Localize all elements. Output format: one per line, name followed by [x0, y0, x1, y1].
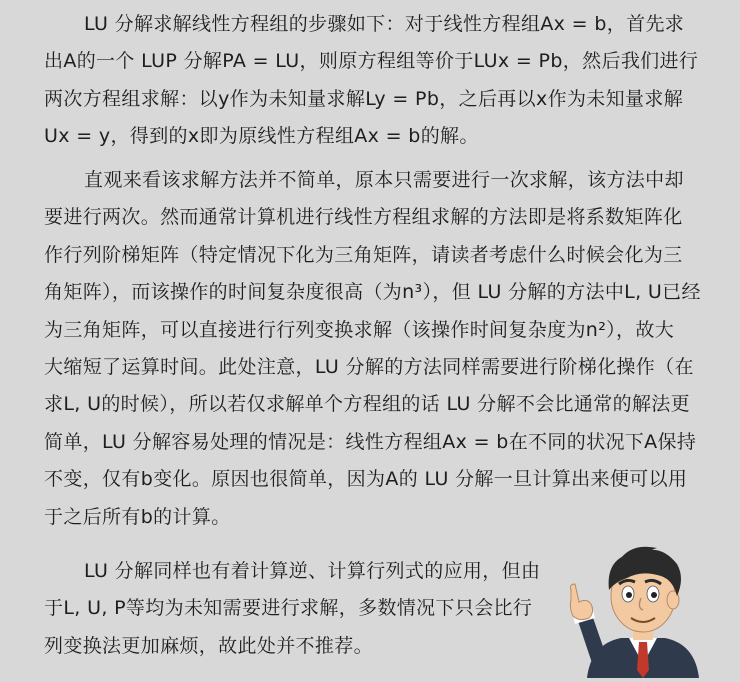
- text-line: 为三角矩阵，可以直接进行行列变换求解（该操作时间复杂度为n²），故大: [44, 318, 675, 341]
- paragraph-lu-steps: [44, 6, 698, 156]
- text-line: 作行列阶梯矩阵（特定情况下化为三角矩阵，请读者考虑什么时候会化为三: [44, 243, 683, 266]
- text-line: 列变换法更加麻烦，故此处并不推荐。: [44, 634, 373, 657]
- text-line: 于L, U, P等均为未知需要进行求解，多数情况下只会比行: [44, 597, 533, 620]
- paragraph-complexity: [44, 162, 701, 536]
- text-line: 角矩阵），而该操作的时间复杂度很高（为n³），但 LU 分解的方法中L, U已经: [44, 281, 701, 304]
- text-line: 不变，仅有b变化。原因也很简单，因为A的 LU 分解一旦计算出来便可以用: [44, 468, 688, 491]
- text-line: 出A的一个 LUP 分解PA = LU，则原方程组等价于LUx = Pb，然后我们进行: [44, 50, 699, 73]
- text-line: 直观来看该求解方法并不简单，原本只需要进行一次求解，该方法中却: [84, 169, 684, 191]
- text-line: 于之后所有b的计算。: [44, 505, 231, 528]
- text-line: LU 分解同样也有着计算逆、计算行列式的应用，但由: [84, 560, 541, 582]
- text-line: Ux = y，得到的x即为原线性方程组Ax = b的解。: [44, 125, 479, 148]
- text-line: 简单，LU 分解容易处理的情况是：线性方程组Ax = b在不同的状况下A保持: [44, 430, 697, 453]
- text-line: 两次方程组求解：以y作为未知量求解Ly = Pb，之后再以x作为未知量求解: [44, 87, 684, 110]
- businessman-pointing-icon: [557, 534, 705, 678]
- text-line: 求L, U的时候），所以若仅求解单个方程组的话 LU 分解不会比通常的解法更: [44, 393, 690, 416]
- text-line: 大缩短了运算时间。此处注意，LU 分解的方法同样需要进行阶梯化操作（在: [44, 356, 694, 379]
- text-line: 要进行两次。然而通常计算机进行线性方程组求解的方法即是将系数矩阵化: [44, 206, 683, 229]
- text-line: LU 分解求解线性方程组的步骤如下：对于线性方程组Ax = b，首先求: [84, 13, 685, 35]
- paragraph-other-uses: [44, 553, 540, 665]
